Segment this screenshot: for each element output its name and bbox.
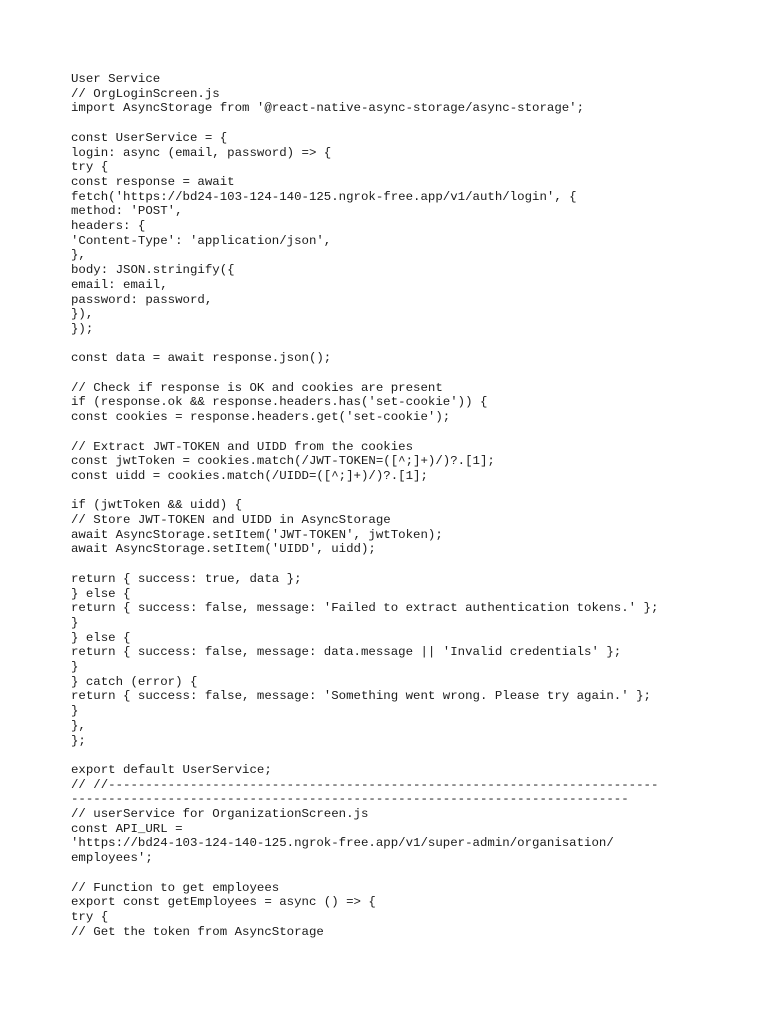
code-line: 'https://bd24-103-124-140-125.ngrok-free.app/v1/super-admin/organisation/	[71, 836, 614, 851]
code-line: const response = await	[71, 174, 235, 189]
code-line: body: JSON.stringify({	[71, 263, 235, 278]
code-line: // Store JWT-TOKEN and UIDD in AsyncStorage	[71, 513, 391, 528]
code-line	[71, 748, 731, 763]
code-line	[71, 337, 731, 352]
code-line: User Service	[71, 72, 161, 86]
code-line: email: email,	[71, 277, 168, 292]
code-line: } catch (error) {	[71, 674, 198, 689]
code-line: });	[71, 321, 94, 336]
code-line: if (response.ok && response.headers.has('set-cookie')) {	[71, 395, 488, 410]
code-line: return { success: false, message: 'Failed to extract authentication tokens.' };	[71, 601, 659, 616]
code-line: }	[71, 704, 79, 719]
code-line: },	[71, 248, 86, 263]
code-line: // userService for OrganizationScreen.js	[71, 807, 369, 822]
code-line: headers: {	[71, 219, 146, 234]
code-line: };	[71, 733, 86, 748]
code-line: export default UserService;	[71, 762, 272, 777]
code-line: const cookies = response.headers.get('set-cookie');	[71, 410, 451, 425]
code-line: const uidd = cookies.match(/UIDD=([^;]+)/)?.[1];	[71, 468, 428, 483]
code-line	[71, 557, 731, 572]
code-line: method: 'POST',	[71, 204, 183, 219]
code-line: },	[71, 718, 86, 733]
code-line: await AsyncStorage.setItem('UIDD', uidd);	[71, 542, 376, 557]
code-line: }	[71, 615, 79, 630]
code-line: // Function to get employees	[71, 880, 280, 895]
code-line: // Get the token from AsyncStorage	[71, 924, 324, 939]
code-line: const API_URL =	[71, 821, 183, 836]
code-line: return { success: true, data };	[71, 571, 302, 586]
code-line	[71, 116, 731, 131]
code-line: employees';	[71, 851, 153, 866]
code-line: // Extract JWT-TOKEN and UIDD from the cookies	[71, 439, 414, 454]
code-line: await AsyncStorage.setItem('JWT-TOKEN', jwtToken);	[71, 527, 443, 542]
code-line	[71, 866, 731, 881]
code-line: const data = await response.json();	[71, 351, 332, 366]
code-line: // //--------------------------------------------------------------------------	[71, 777, 659, 792]
code-line: ---------------------------------------------------------------------------	[71, 792, 629, 807]
code-line: } else {	[71, 586, 131, 601]
code-line: import AsyncStorage from '@react-native-async-storage/async-storage';	[71, 101, 585, 116]
code-line: 'Content-Type': 'application/json',	[71, 233, 332, 248]
code-line: if (jwtToken && uidd) {	[71, 498, 243, 513]
code-line: } else {	[71, 630, 131, 645]
code-line	[71, 425, 731, 440]
code-line: const jwtToken = cookies.match(/JWT-TOKEN=([^;]+)/)?.[1];	[71, 454, 495, 469]
code-line: const UserService = {	[71, 130, 228, 145]
code-line: return { success: false, message: 'Something went wrong. Please try again.' };	[71, 689, 651, 704]
code-listing	[71, 72, 731, 939]
code-line: return { success: false, message: data.message || 'Invalid credentials' };	[71, 645, 622, 660]
code-line: }),	[71, 307, 94, 322]
code-line	[71, 484, 731, 499]
code-line: // Check if response is OK and cookies are present	[71, 380, 443, 395]
code-line: export const getEmployees = async () => {	[71, 895, 376, 910]
code-line: try {	[71, 160, 109, 175]
code-line: login: async (email, password) => {	[71, 145, 332, 160]
code-line: }	[71, 660, 79, 675]
code-line	[71, 366, 731, 381]
code-line: try {	[71, 909, 109, 924]
code-line: // OrgLoginScreen.js	[71, 86, 220, 101]
code-line: password: password,	[71, 292, 213, 307]
code-line: fetch('https://bd24-103-124-140-125.ngrok-free.app/v1/auth/login', {	[71, 189, 577, 204]
